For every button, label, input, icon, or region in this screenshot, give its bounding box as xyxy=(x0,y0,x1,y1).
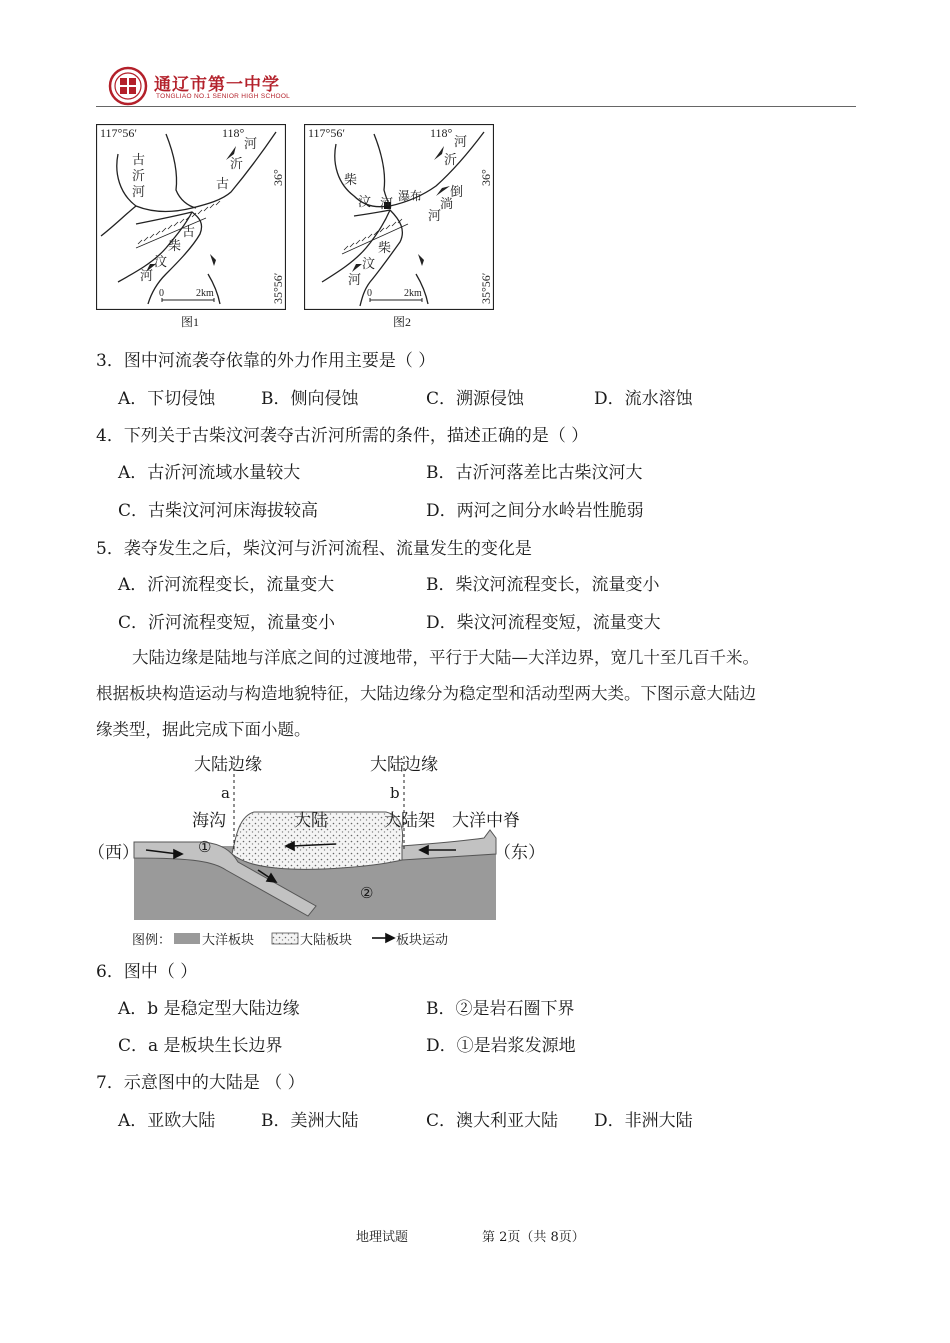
passage-line-1: 大陆边缘是陆地与洋底之间的过渡地带，平行于大陆—大洋边界，宽几十至几百千米。 xyxy=(132,648,759,667)
question-3-stem: 3．图中河流袭夺依靠的外力作用主要是（ ） xyxy=(96,351,436,371)
river-label-daotang: 倒淌河 xyxy=(428,184,464,223)
question-7-option-b[interactable]: B．美洲大陆 xyxy=(261,1111,359,1131)
label-circle-2: ② xyxy=(360,884,374,902)
lat-top-label: 36° xyxy=(479,169,493,186)
label-continent: 大陆 xyxy=(294,811,328,831)
question-4-option-a[interactable]: A．古沂河流域水量较大 xyxy=(118,463,301,483)
question-4-option-c[interactable]: C．古柴汶河河床海拔较高 xyxy=(118,501,319,521)
legend-motion-arrow-icon xyxy=(372,934,394,942)
river-label-chai-wen: 古柴汶河 xyxy=(140,224,196,283)
question-4-option-b[interactable]: B．古沂河落差比古柴汶河大 xyxy=(426,463,643,483)
label-west: （西） xyxy=(88,843,139,863)
scale-km: 2km xyxy=(404,288,422,299)
marker-b: b xyxy=(390,784,400,802)
question-5-option-c[interactable]: C．沂河流程变短，流量变小 xyxy=(118,613,336,633)
school-name-cn: 通辽市第一中学 xyxy=(154,75,280,95)
river-label-yi: 河沂古 xyxy=(216,136,258,191)
question-5-stem: 5．袭夺发生之后，柴汶河与沂河流程、流量发生的变化是 xyxy=(96,539,532,559)
footer-subject: 地理试题 xyxy=(356,1230,409,1245)
passage xyxy=(96,640,856,748)
question-6-stem: 6．图中（ ） xyxy=(96,962,198,982)
lon-left-label: 117°56′ xyxy=(308,126,345,140)
header-divider xyxy=(96,106,856,107)
passage-line-2: 根据板块构造运动与构造地貌特征，大陆边缘分为稳定型和活动型两大类。下图示意大陆边 xyxy=(96,684,756,703)
label-trench: 海沟 xyxy=(192,811,226,831)
legend-continent-label: 大陆板块 xyxy=(300,933,353,948)
continental-margin-diagram xyxy=(86,750,546,950)
school-name-en: TONGLIAO NO.1 SENIOR HIGH SCHOOL xyxy=(156,93,291,100)
passage-line-3: 缘类型，据此完成下面小题。 xyxy=(96,720,311,739)
label-margin-a: 大陆边缘 xyxy=(194,755,262,775)
question-5-option-d[interactable]: D．柴汶河流程变短，流量变大 xyxy=(426,613,661,633)
river-label-yi: 河沂 xyxy=(444,134,468,167)
question-3-option-d[interactable]: D．流水溶蚀 xyxy=(594,389,693,409)
lon-right-label: 118° xyxy=(430,126,453,140)
question-6-option-a[interactable]: A．b 是稳定型大陆边缘 xyxy=(118,999,300,1019)
label-circle-1: ① xyxy=(198,838,212,856)
label-ridge: 大洋中脊 xyxy=(452,811,520,831)
question-7-option-c[interactable]: C．澳大利亚大陆 xyxy=(426,1111,559,1131)
question-4-option-d[interactable]: D．两河之间分水岭岩性脆弱 xyxy=(426,501,644,521)
legend-ocean-swatch xyxy=(174,933,200,944)
question-3-option-c[interactable]: C．溯源侵蚀 xyxy=(426,389,525,409)
legend-motion-label: 板块运动 xyxy=(396,933,449,948)
question-6-option-b[interactable]: B．②是岩石圈下界 xyxy=(426,999,575,1019)
marker-a: a xyxy=(221,784,230,802)
river-label-gu-yi: 古沂河 xyxy=(132,152,146,199)
question-7-stem: 7．示意图中的大陆是 （ ） xyxy=(96,1073,305,1093)
question-5-option-a[interactable]: A．沂河流程变长，流量变大 xyxy=(118,575,335,595)
river-label-chai-wen: 柴汶 河 xyxy=(344,172,394,211)
lat-bottom-label: 35°56′ xyxy=(271,272,285,304)
legend-title: 图例： xyxy=(132,933,172,948)
river-capture-map-1 xyxy=(96,124,286,310)
river-label-chai-wen-lower: 柴汶河 xyxy=(348,240,392,287)
river-capture-map-2 xyxy=(304,124,494,310)
label-east: （东） xyxy=(494,843,545,863)
legend-ocean-label: 大洋板块 xyxy=(202,933,255,948)
label-shelf: 大陆架 xyxy=(384,811,435,831)
lon-right-label: 118° xyxy=(222,126,245,140)
school-logo-icon xyxy=(108,66,148,106)
question-4-stem: 4．下列关于古柴汶河袭夺古沂河所需的条件，描述正确的是（ ） xyxy=(96,426,589,446)
question-7-option-d[interactable]: D．非洲大陆 xyxy=(594,1111,693,1131)
footer-page-number: 第 2页（共 8页） xyxy=(482,1230,585,1245)
figure-1-caption: 图1 xyxy=(181,315,200,329)
question-6-option-d[interactable]: D．①是岩浆发源地 xyxy=(426,1036,576,1056)
scale-zero: 0 xyxy=(367,288,372,299)
question-5-option-b[interactable]: B．柴汶河流程变长，流量变小 xyxy=(426,575,660,595)
question-3-option-a[interactable]: A．下切侵蚀 xyxy=(118,389,216,409)
question-6-option-c[interactable]: C．a 是板块生长边界 xyxy=(118,1036,283,1056)
question-7-option-a[interactable]: A．亚欧大陆 xyxy=(118,1111,216,1131)
question-3-option-b[interactable]: B．侧向侵蚀 xyxy=(261,389,359,409)
lat-top-label: 36° xyxy=(271,169,285,186)
scale-km: 2km xyxy=(196,288,214,299)
scale-zero: 0 xyxy=(159,288,164,299)
figure-2-caption: 图2 xyxy=(393,315,412,329)
legend-continent-swatch xyxy=(272,933,298,944)
label-margin-b: 大陆边缘 xyxy=(370,755,438,775)
lat-bottom-label: 35°56′ xyxy=(479,272,493,304)
lon-left-label: 117°56′ xyxy=(100,126,137,140)
waterfall-label: 瀑布 xyxy=(398,189,423,203)
